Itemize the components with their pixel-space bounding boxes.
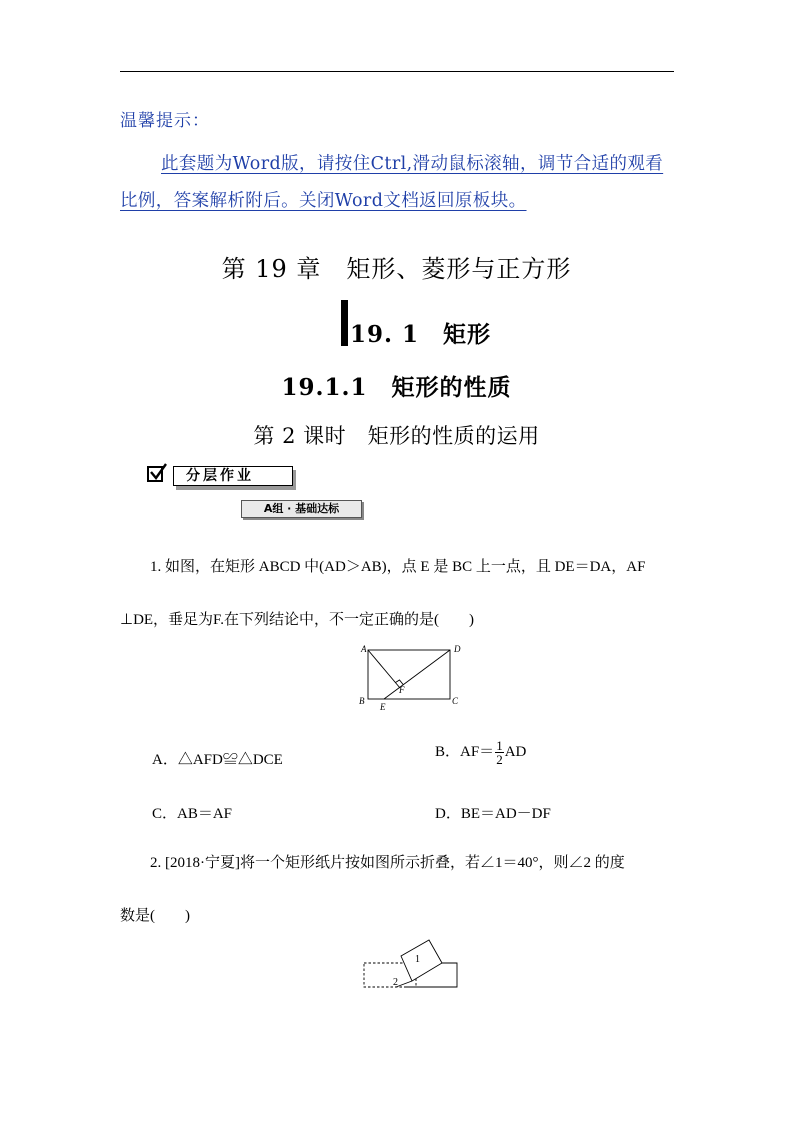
fold-edge <box>396 981 412 987</box>
label-E: E <box>380 702 386 712</box>
question-2-figure <box>360 935 460 991</box>
q1-option-b <box>435 739 526 766</box>
q1-option-b-prefix: B．AF＝ <box>435 743 495 760</box>
question-1-figure <box>355 642 465 712</box>
label-D: D <box>454 644 461 654</box>
section-marker-bar <box>341 300 348 346</box>
checkbox-icon <box>147 466 163 482</box>
q1-option-b-suffix: AD <box>504 743 527 760</box>
q1-option-c: C．AB＝AF <box>152 806 233 822</box>
tip-title: 温馨提示： <box>120 111 210 131</box>
section-title: 19. 1 矩形 <box>350 321 492 348</box>
segment-DE <box>384 650 450 699</box>
rectangle-ABCD <box>368 650 450 699</box>
angle-2-label: 2 <box>393 977 398 988</box>
fraction-one-half: $\frac{1}{2}$ <box>496 738 503 767</box>
q1-option-a: A．△AFD≌△DCE <box>152 752 283 768</box>
question-2-line-1: 2. [2018·宁夏]将一个矩形纸片按如图所示折叠，若∠1＝40°，则∠2 的度 <box>150 855 625 871</box>
question-1-line-2: ⊥DE，垂足为F.在下列结论中，不一定正确的是( ) <box>120 612 474 628</box>
lesson-title: 第 2 课时 矩形的性质的运用 <box>253 424 540 448</box>
folded-part <box>401 940 442 981</box>
question-1-line-1: 1. 如图，在矩形 ABCD 中(AD＞AB)，点 E 是 BC 上一点，且 DE＝DA，AF <box>150 559 646 575</box>
label-A: A <box>361 644 367 654</box>
homework-tag: 分层作业 <box>173 466 293 486</box>
question-2-line-2: 数是( ) <box>120 908 190 924</box>
tip-text <box>120 146 676 220</box>
label-F: F <box>399 685 405 695</box>
chapter-title: 第 19 章 矩形、菱形与正方形 <box>221 255 572 283</box>
tip-text-content: 此套题为Word版，请按住Ctrl,滑动鼠标滚轴，调节合适的观看比例，答案解析附后。关闭Word文档返回原板块。 <box>120 154 664 211</box>
segment-AF <box>368 650 400 688</box>
checkmark-icon <box>149 462 169 482</box>
angle-1-label: 1 <box>415 954 420 965</box>
q1-option-d: D．BE＝AD－DF <box>435 806 551 822</box>
group-label: A组 · 基础达标 <box>241 500 362 518</box>
label-B: B <box>359 696 365 706</box>
header-rule <box>120 71 674 72</box>
label-C: C <box>452 696 459 706</box>
subsection-title: 19.1.1 矩形的性质 <box>281 374 512 401</box>
